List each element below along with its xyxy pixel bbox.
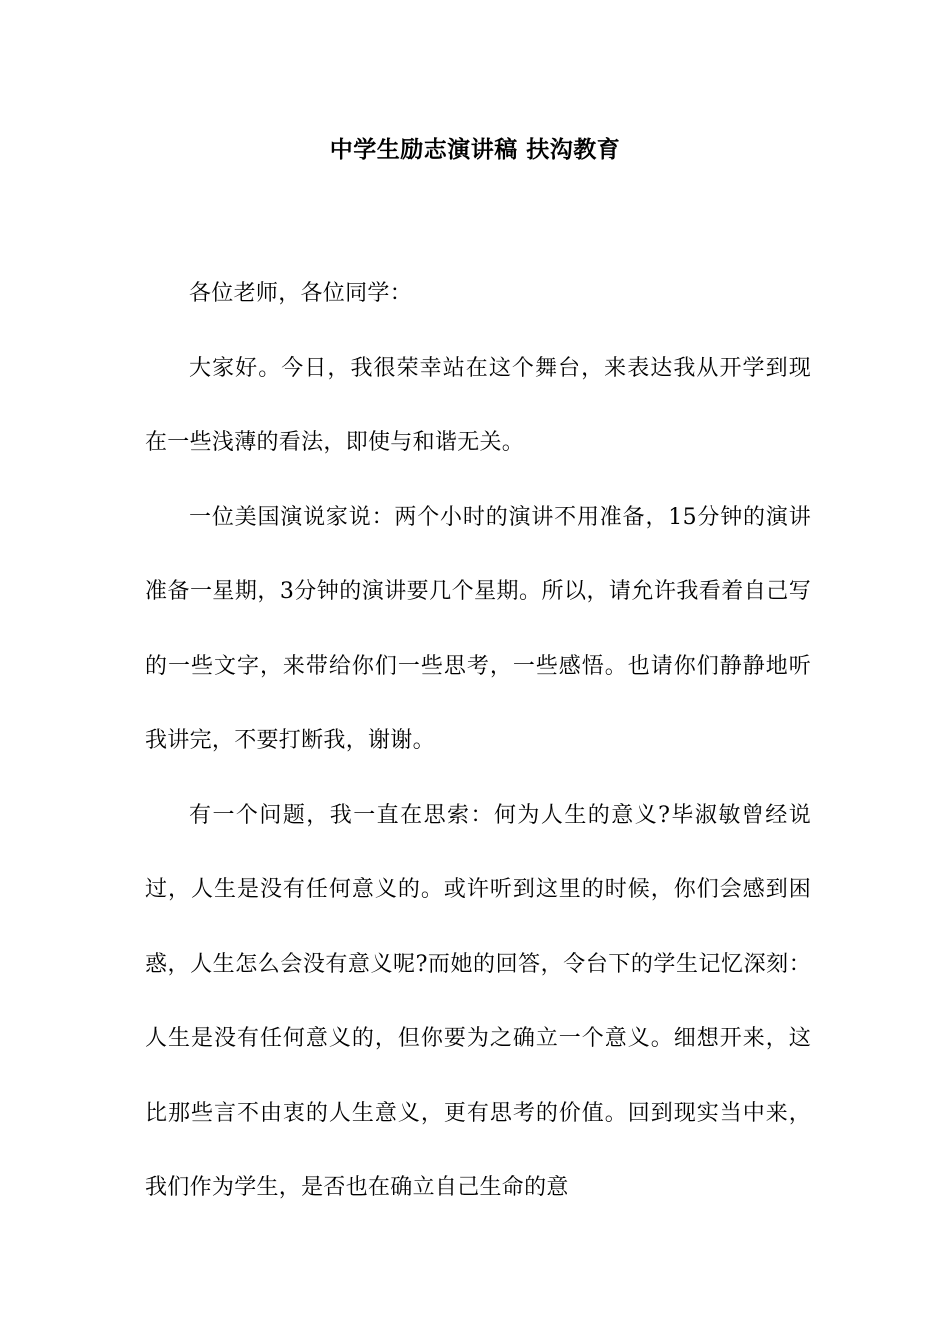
- paragraph-speaker-quote: 一位美国演说家说：两个小时的演讲不用准备，15分钟的演讲准备一星期，3分钟的演讲要几个星期。所以，请允许我看着自己写的一些文字，来带给你们一些思考，一些感悟。也请你们静静地听我讲完，不要打断我，谢谢。: [145, 504, 811, 753]
- paragraph-meaning-of-life: 有一个问题，我一直在思索：何为人生的意义?毕淑敏曾经说过，人生是没有任何意义的。或许听到这里的时候，你们会感到困惑，人生怎么会没有意义呢?而她的回答，令台下的学生记忆深刻：人生是没有任何意义的，但你要为之确立一个意义。细想开来，这比那些言不由衷的人生意义，更有思考的价值。回到现实当中来，我们作为学生，是否也在确立自己生命的意: [145, 802, 811, 1200]
- document-title: 中学生励志演讲稿 扶沟教育: [329, 137, 621, 163]
- paragraph-opening: 大家好。今日，我很荣幸站在这个舞台，来表达我从开学到现在一些浅薄的看法，即使与和谐无关。: [145, 355, 811, 455]
- document-body: [145, 257, 811, 1226]
- paragraph-greeting: 各位老师，各位同学：: [189, 281, 413, 306]
